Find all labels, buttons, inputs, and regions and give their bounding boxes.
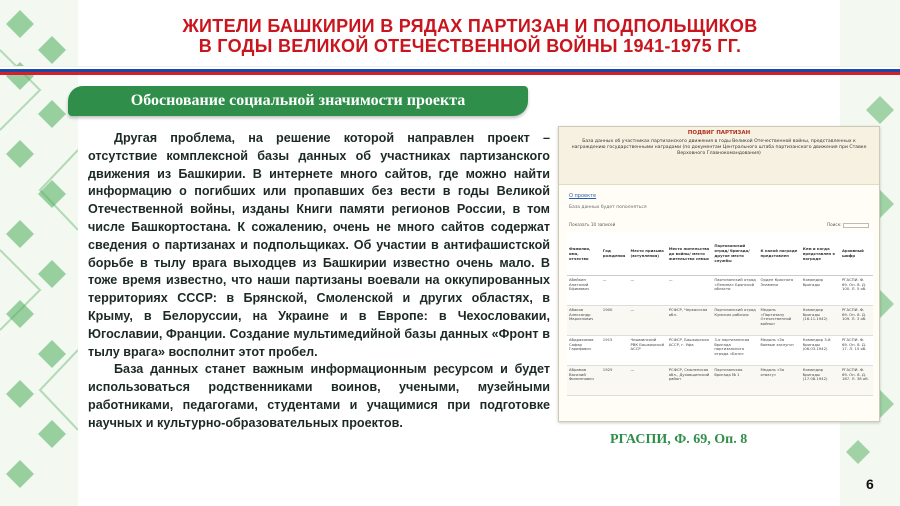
table-cell: Абрамов Василий Филиппович <box>567 366 601 396</box>
table-row <box>567 276 873 306</box>
table-cell: Командир бригады (16.11.1942) <box>801 306 840 336</box>
column-header[interactable]: К какой награде представлен <box>759 232 801 276</box>
table-cell: Абейкин Анатолий Ефимович <box>567 276 601 306</box>
column-header[interactable]: Место жительства до войны/ место жительства семьи <box>667 232 713 276</box>
title-line-2: В ГОДЫ ВЕЛИКОЙ ОТЕЧЕСТВЕННОЙ ВОЙНЫ 1941-1975 ГГ. <box>198 36 742 56</box>
table-cell: РСФСР, Башкирская АССР, г. Уфа <box>667 336 713 366</box>
paragraph-2: База данных станет важным информационным ресурсом и будет использоваться родственниками воинов, учеными, музейными работниками, педагогами, студентами и учащимися при подготовке научных и культурно-образовательных проектов. <box>88 362 550 430</box>
screenshot-header <box>559 127 879 185</box>
table-cell: Чишминский РВК Башкирской АССР <box>629 336 667 366</box>
left-ornament <box>0 0 78 506</box>
body-text <box>88 130 550 433</box>
table-cell: Командир бригады (17.08.1942) <box>801 366 840 396</box>
table-header-row <box>567 232 873 276</box>
table-cell: Медаль «За отвагу» <box>759 366 801 396</box>
slide-title <box>120 16 820 56</box>
paragraph-1: Другая проблема, на решение которой направлен проект – отсутствие комплексной базы данных об участниках партизанского движения из Башкирии. В интернете много сайтов, где можно найти информацию о погибших или пропавших без вести в годы Великой Отечественной войны, изданы Книги памяти регионов России, в том числе Башкортостана. К сожалению, очень не много сайтов содержат сведения о партизанах и подпольщиках. Об участии в антифашистской борьбе в тылу врага выходцев из Башкирии известно очень мало. В тоже время известно, что наши партизаны воевали на оккупированных территориях СССР: в Брянской, Смоленской и других областях, в Крыму, в Белоруссии, на Украине и в Европе: в Чехословакии, Югославии, Франции. Создание мультимедийной базы данных «Фронт в тылу врага» восполнит этот пробел. <box>88 131 550 359</box>
table-cell: — <box>667 276 713 306</box>
flag-stripe-red <box>0 72 900 75</box>
table-cell: Партизанский отряд Кумских рабочих <box>712 306 758 336</box>
folk-ornament-icon <box>0 0 78 506</box>
table-cell: РСФСР, Черкасская обл. <box>667 306 713 336</box>
partisan-table <box>567 232 873 397</box>
table-cell: Командир 3-й бригады (06.03.1942) <box>801 336 840 366</box>
table-cell: — <box>629 366 667 396</box>
column-header[interactable]: Фамилия, имя, отчество <box>567 232 601 276</box>
table-cell: РГАСПИ. Ф. 69. Оп. 8. Д. 109. Л. 3 об. <box>840 306 873 336</box>
column-header[interactable]: Год рождения <box>601 232 629 276</box>
screenshot-note: База данных будет пополняться <box>569 205 647 210</box>
table-cell: РГАСПИ. Ф. 69. Оп. 8. Д. 100. Л. 5 об. <box>840 276 873 306</box>
table-cell: Абдрахимов Сафар Гарифович <box>567 336 601 366</box>
column-header[interactable]: Место призыва (вступления) <box>629 232 667 276</box>
search-control <box>827 222 869 228</box>
about-project-link[interactable]: О проекте <box>569 193 597 199</box>
table-cell: 3-я партизанская бригада партизанского отряда «Бати» <box>712 336 758 366</box>
table-cell: Командир бригады <box>801 276 840 306</box>
column-header[interactable]: Кем и когда представлен к награде <box>801 232 840 276</box>
table-cell: 1900 <box>601 306 629 336</box>
column-header[interactable]: Партизанский отряд/ бригада/ другое место службы <box>712 232 758 276</box>
show-entries-label: Показать 10 записей <box>569 222 616 227</box>
table-cell: Партизанский отряд «Ленина» Брянской области <box>712 276 758 306</box>
table-cell: РСФСР, Смоленская обл., Духовщинский район <box>667 366 713 396</box>
title-line-1: ЖИТЕЛИ БАШКИРИИ В РЯДАХ ПАРТИЗАН И ПОДПОЛЬЩИКОВ <box>182 16 758 36</box>
database-screenshot <box>558 126 880 422</box>
page-number: 6 <box>866 476 874 492</box>
table-cell: — <box>601 276 629 306</box>
screenshot-description: База данных об участниках партизанского движения в годы Великой Отечественной войны, представленных к награждению государственными наградами (по документам Центрального штаба партизанского движения при Ставке Верховного Главнокомандования) <box>571 139 867 156</box>
table-cell: РГАСПИ. Ф. 69. Оп. 8. Д. 187. Л. 38 об. <box>840 366 873 396</box>
column-header[interactable]: Архивный шифр <box>840 232 873 276</box>
table-row <box>567 336 873 366</box>
search-input[interactable] <box>843 223 869 228</box>
section-header-label: Обоснование социальной значимости проекта <box>130 92 466 109</box>
table-cell: Орден Красного Знамени <box>759 276 801 306</box>
search-label: Поиск: <box>826 222 842 227</box>
table-cell: Абаков Александр Маркелович <box>567 306 601 336</box>
table-cell: Медаль «Партизану Отечественной войны» <box>759 306 801 336</box>
table-cell: — <box>629 276 667 306</box>
table-row <box>567 306 873 336</box>
table-cell: — <box>629 306 667 336</box>
screenshot-heading: ПОДВИГ ПАРТИЗАН <box>687 130 751 136</box>
table-row <box>567 366 873 396</box>
archive-caption: РГАСПИ, Ф. 69, Оп. 8 <box>610 432 748 447</box>
table-controls <box>569 222 869 228</box>
table-cell: РГАСПИ. Ф. 69. Оп. 8. Д. 17. Л. 15 об. <box>840 336 873 366</box>
section-header <box>68 86 528 116</box>
table-cell: Медаль «За боевые заслуги» <box>759 336 801 366</box>
table-cell: 1925 <box>601 366 629 396</box>
table-cell: Партизанская бригада № 1 <box>712 366 758 396</box>
table-cell: 1915 <box>601 336 629 366</box>
